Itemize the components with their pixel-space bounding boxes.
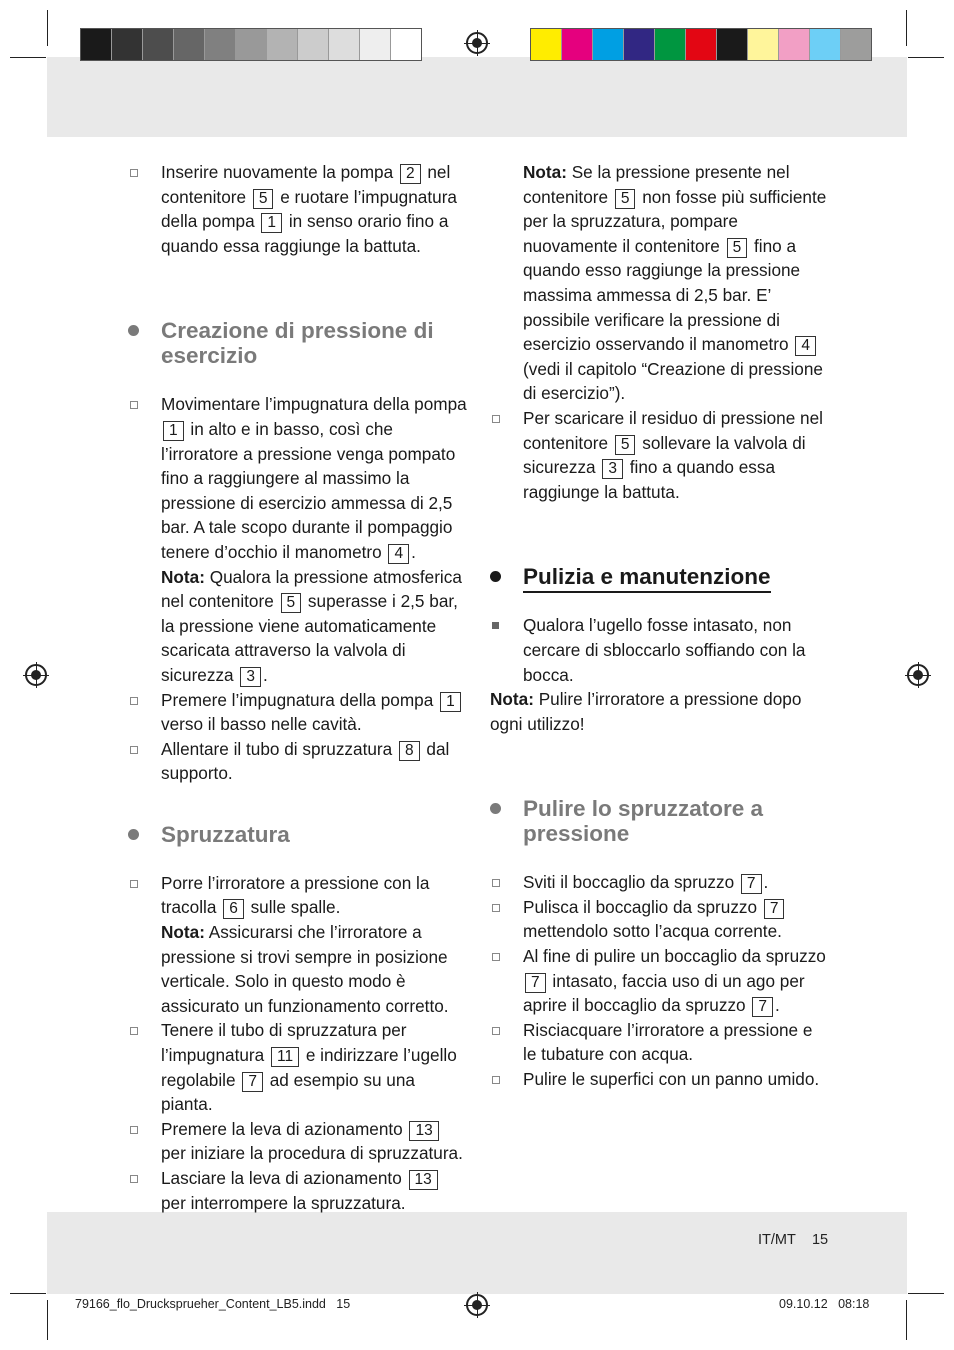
list-item: Inserire nuovamente la pompa 2 nel contenitore 5 e ruotare l’impugnatura della pompa 1 in senso orario fino a quando essa raggiunge la battuta.	[128, 160, 468, 258]
part-number-box: 4	[388, 544, 409, 564]
section-heading: Creazione di pressione di esercizio	[128, 318, 468, 368]
list-item: Risciacquare l’irroratore a pressione e le tubature con acqua.	[490, 1018, 830, 1067]
color-swatch	[655, 29, 686, 60]
note-label: Nota:	[161, 922, 205, 943]
footer-filename: 79166_flo_Druckspruеher_Content_LB5.indd 15	[75, 1297, 351, 1311]
color-swatch	[143, 29, 174, 60]
left-column	[128, 160, 468, 1215]
list-item: Pulire le superfici con un panno umido.	[490, 1067, 830, 1092]
color-swatch	[624, 29, 655, 60]
color-swatch	[360, 29, 391, 60]
note-paragraph: Nota: Assicurarsi che l’irroratore a pressione si trovi sempre in posizione verticale. Solo in questo modo è assicurato un funzionamento corretto.	[161, 922, 449, 1016]
part-number-box: 7	[525, 973, 546, 993]
checkbox-bullet-icon	[492, 904, 500, 912]
color-swatch	[329, 29, 360, 60]
crop-mark	[908, 1293, 944, 1294]
checkbox-bullet-icon	[130, 1175, 138, 1183]
part-number-box: 11	[271, 1047, 299, 1067]
color-swatch	[174, 29, 205, 60]
part-number-box: 1	[261, 213, 282, 233]
square-bullet-icon	[492, 622, 499, 629]
part-number-box: 5	[615, 435, 636, 455]
part-number-box: 6	[223, 899, 244, 919]
part-number-box: 13	[409, 1121, 438, 1141]
list-item: Pulisca il boccaglio da spruzzo 7 mettendolo sotto l’acqua corrente.	[490, 895, 830, 944]
part-number-box: 7	[752, 997, 773, 1017]
registration-mark-icon	[25, 664, 47, 686]
list-item: Per scaricare il residuo di pressione nel contenitore 5 sollevare la valvola di sicurezza 3 fino a quando essa raggiunge la battuta.	[490, 406, 830, 504]
color-swatch	[531, 29, 562, 60]
part-number-box: 5	[281, 593, 302, 613]
registration-mark-icon	[466, 1294, 488, 1316]
checkbox-bullet-icon	[130, 746, 138, 754]
color-swatch	[562, 29, 593, 60]
bullet-dot-icon	[490, 803, 501, 814]
footer-band	[47, 1212, 907, 1294]
part-number-box: 5	[253, 189, 274, 209]
color-swatch	[205, 29, 236, 60]
crop-mark	[10, 57, 46, 58]
color-swatch	[748, 29, 779, 60]
color-swatch	[779, 29, 810, 60]
list-item: Porre l’irroratore a pressione con la tracolla 6 sulle spalle.	[128, 871, 468, 920]
header-band	[47, 57, 907, 137]
note-paragraph: Nota: Se la pressione presente nel contenitore 5 non fosse più sufficiente per la spruzzatura, pompare nuovamente il contenitore 5 fino a quando esso raggiunge la pressione massima ammessa di 2,5 bar. E’ possibile verificare la pressione di esercizio osservando il manometro 4 (vedi il capitolo “Creazione di pressione di esercizio”).	[523, 162, 827, 404]
bullet-dot-icon	[128, 829, 139, 840]
footer-timestamp: 09.10.12 08:18	[779, 1297, 870, 1311]
checkbox-bullet-icon	[130, 1126, 138, 1134]
part-number-box: 2	[400, 164, 421, 184]
part-number-box: 1	[440, 692, 461, 712]
part-number-box: 3	[240, 667, 261, 687]
list-item: Movimentare l’impugnatura della pompa 1 in alto e in basso, così che l’irroratore a pressione venga pompato fino a raggiungere al massimo la pressione di esercizio ammessa di 2,5 bar. A tale scopo durante il pompaggio tenere d’occhio il manometro 4 .	[128, 392, 468, 564]
list-item: Tenere il tubo di spruzzatura per l’impugnatura 11 e indirizzare l’ugello regolabile 7 ad esempio su una pianta.	[128, 1018, 468, 1116]
note-label: Nota:	[490, 689, 534, 710]
checkbox-bullet-icon	[130, 880, 138, 888]
registration-mark-icon	[466, 32, 488, 54]
bullet-dot-icon	[490, 571, 501, 582]
note-paragraph: Nota: Pulire l’irroratore a pressione dopo ogni utilizzo!	[490, 689, 802, 734]
crop-mark	[10, 1293, 46, 1294]
crop-mark	[906, 1300, 907, 1340]
bullet-dot-icon	[128, 325, 139, 336]
checkbox-bullet-icon	[492, 879, 500, 887]
color-swatch	[810, 29, 841, 60]
checkbox-bullet-icon	[492, 953, 500, 961]
section-heading: Spruzzatura	[128, 822, 468, 847]
part-number-box: 7	[242, 1072, 263, 1092]
list-item: Premere l’impugnatura della pompa 1 verso il basso nelle cavità.	[128, 688, 468, 737]
checkbox-bullet-icon	[130, 697, 138, 705]
crop-mark	[47, 1300, 48, 1340]
part-number-box: 3	[602, 459, 623, 479]
color-swatch	[112, 29, 143, 60]
cmyk-color-bar	[530, 28, 872, 61]
checkbox-bullet-icon	[130, 1027, 138, 1035]
part-number-box: 5	[727, 238, 748, 258]
part-number-box: 1	[163, 421, 184, 441]
note-label: Nota:	[523, 162, 567, 182]
color-swatch	[841, 29, 871, 60]
registration-mark-icon	[907, 664, 929, 686]
color-swatch	[717, 29, 748, 60]
section-heading: Pulizia e manutenzione	[490, 564, 830, 589]
list-item: Sviti il boccaglio da spruzzo 7 .	[490, 870, 830, 895]
note-label: Nota:	[161, 566, 205, 587]
checkbox-bullet-icon	[492, 1027, 500, 1035]
section-heading: Pulire lo spruzzatore a pressione	[490, 796, 830, 846]
crop-mark	[47, 10, 48, 46]
color-swatch	[686, 29, 717, 60]
color-swatch	[298, 29, 329, 60]
checkbox-bullet-icon	[130, 401, 138, 409]
color-swatch	[81, 29, 112, 60]
part-number-box: 7	[764, 899, 785, 919]
color-swatch	[593, 29, 624, 60]
crop-mark	[908, 57, 944, 58]
note-paragraph: Nota: Qualora la pressione atmosferica nel contenitore 5 superasse i 2,5 bar, la pressione viene automaticamente scaricata attraverso la valvola di sicurezza 3 .	[161, 566, 462, 685]
checkbox-bullet-icon	[130, 169, 138, 177]
part-number-box: 8	[399, 741, 420, 761]
checkbox-bullet-icon	[492, 1076, 500, 1084]
right-column	[490, 160, 830, 1092]
list-item: Al fine di pulire un boccaglio da spruzzo 7 intasato, faccia uso di un ago per aprire il boccaglio da spruzzo 7 .	[490, 944, 830, 1018]
part-number-box: 13	[409, 1170, 438, 1190]
color-swatch	[391, 29, 421, 60]
list-item: Qualora l’ugello fosse intasato, non cercare di sbloccarlo soffiando con la bocca.	[490, 613, 830, 687]
part-number-box: 5	[615, 189, 636, 209]
list-item: Allentare il tubo di spruzzatura 8 dal supporto.	[128, 737, 468, 786]
gray-color-bar	[80, 28, 422, 61]
crop-mark	[906, 10, 907, 46]
page-number: IT/MT 15	[758, 1232, 829, 1248]
list-item: Lasciare la leva di azionamento 13 per interrompere la spruzzatura.	[128, 1166, 468, 1215]
part-number-box: 7	[741, 874, 762, 894]
list-item: Premere la leva di azionamento 13 per iniziare la procedura di spruzzatura.	[128, 1117, 468, 1166]
color-swatch	[236, 29, 267, 60]
checkbox-bullet-icon	[492, 415, 500, 423]
color-swatch	[267, 29, 298, 60]
part-number-box: 4	[795, 336, 816, 356]
